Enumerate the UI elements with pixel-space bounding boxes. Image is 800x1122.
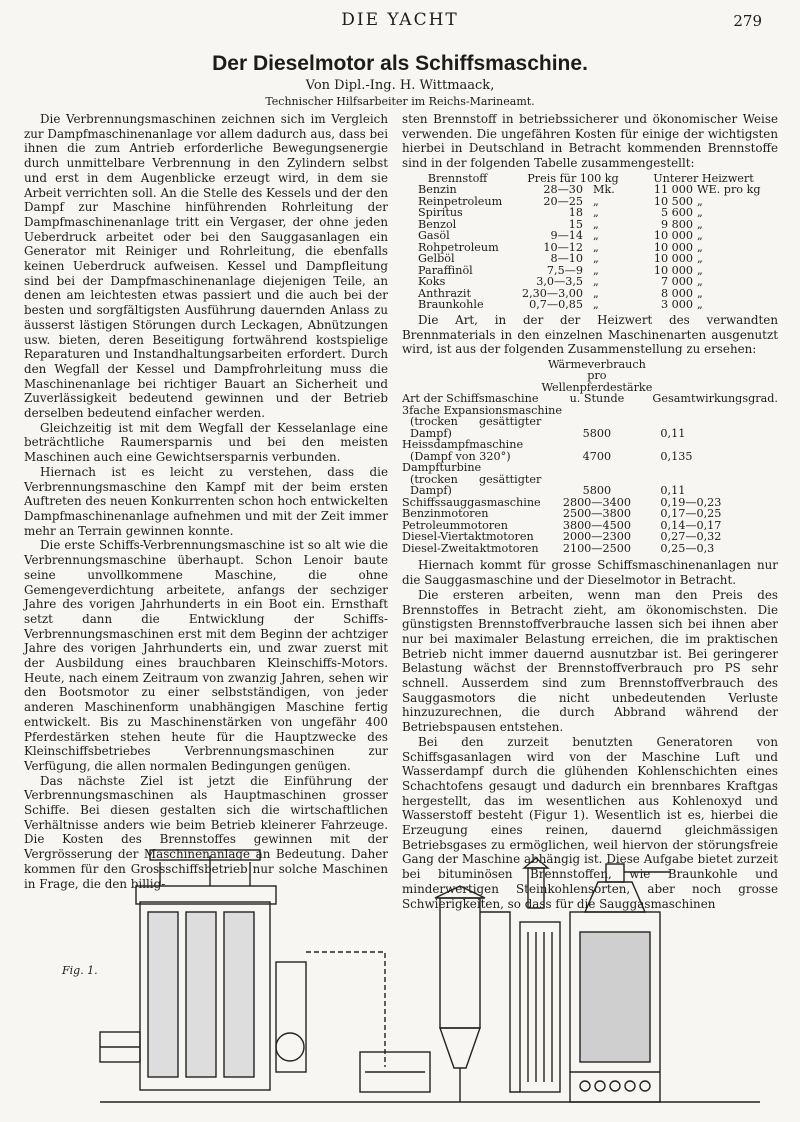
table-cell: Braunkohle — [418, 298, 484, 312]
right-column — [402, 112, 778, 911]
table-cell: 0,17—0,25 — [660, 507, 722, 521]
table-cell: 2100—2500 — [562, 541, 631, 555]
table-cell: „ — [593, 229, 599, 243]
paragraph: Bei den zurzeit benutzten Generatoren von Schiffsgasanlagen wird von der Maschine Luft und Wasserdampf durch die glühenden Kohlenschichten eines Schachtofens gesaugt und dadurch ein brennbares Kraftgas hergestellt, das im wesentlichen aus Kohlenoxyd und Wasserstoff besteht (Figur 1). Wesentlich ist es, hierbei die Erzeugung eines reinen, dauernd gleichmässigen Betriebsgases zu ermöglichen, weil hiervon der störungsfreie Gang der Maschine abhängig ist. Diese Aufgabe bietet zurzeit bei bituminösen Brennstoffen, wie Braunkohle und minderwertigen Steinkohlensorten, aber noch grosse Schwierigkeiten, so dass für die Sauggasmaschinen — [402, 734, 778, 911]
flywheel — [276, 1033, 304, 1061]
table-cell: Benzinmotoren — [402, 507, 489, 521]
paragraph: Die erste Schiffs-Verbrennungsmaschine ist so alt wie die Verbrennungsmaschine überhaupt. Schon Lenoir baute seine unvollkommene Maschine, die ohne Gemengeverdichtung arbeitete, anfangs der sechziger Jahre des vorigen Jahrhunderts in ein Boot ein. Ernsthaft setzt dann die Entwicklung der Schiffs-Verbrennungsmaschinen erst mit dem Beginn der achtziger Jahre des vorigen Jahrhunderts ein, und zwar zuerst mit der Ausbildung eines brauchbaren Kleinschiffs-Motors. Heute, nach einem Zeitraum von zwanzig Jahren, sehen wir den Bootsmotor zu einer selbstständigen, von jeder anderen Maschinenform unabhängigen Maschine fertig entwickelt. Bis zu Maschinenstärken von ungefähr 400 Pferdestärken stehen heute für die Hauptzwecke des Kleinschiffsbetriebes Verbrennungsmaschinen zur Verfügung, die allen normalen Bedingungen genügen. — [24, 538, 388, 773]
table-cell: Gelböl — [418, 252, 455, 266]
table-cell: 8—10 — [550, 252, 583, 266]
figure-label: Fig. 1. — [62, 964, 98, 977]
table-cell: (Dampf von 320°) — [410, 449, 511, 463]
grate-wheel — [640, 1081, 650, 1091]
table-cell: 2800—3400 — [562, 495, 631, 509]
table-cell: 3800—4500 — [562, 518, 631, 532]
table-cell: „ — [697, 252, 703, 266]
table-cell: 2000—2300 — [562, 530, 631, 544]
table-cell: „ — [697, 263, 703, 277]
scrubber — [440, 898, 480, 1028]
table-cell: Spiritus — [418, 206, 463, 220]
table-cell: „ — [697, 240, 703, 254]
table-cell: 10 000 — [653, 252, 693, 266]
table-header: Preis für 100 kg — [527, 171, 619, 185]
engine-diagram — [40, 842, 778, 1110]
table-cell: 9 800 — [660, 217, 693, 231]
table-cell: 0,25—0,3 — [660, 541, 715, 555]
paragraph: Hiernach ist es leicht zu verstehen, dass die Verbrennungsmaschine den Kampf mit der beim ersten Auftreten des neuen Konkurrenten schon hoch entwickelten Dampfmaschinenanlage aufnehmen und mit der Zeit immer mehr an Terrain gewinnen konnte. — [24, 464, 388, 538]
engine-head — [136, 886, 276, 904]
table-header: Brennstoff — [427, 171, 488, 185]
table-cell: Rohpetroleum — [418, 240, 499, 254]
left-column — [24, 112, 388, 891]
table-cell: 7,5—9 — [546, 263, 583, 277]
table-cell: Paraffinöl — [418, 263, 473, 277]
table-cell: 2,30—3,00 — [521, 286, 583, 300]
table-cell: 0,7—0,85 — [529, 298, 583, 312]
coal-bed — [580, 932, 650, 1062]
fuel-cost-table — [402, 173, 774, 311]
table-cell: 15 — [568, 217, 583, 231]
table-cell: „ — [593, 194, 599, 208]
table-cell: 5800 — [582, 426, 612, 440]
valve-gear — [150, 850, 260, 860]
table-cell: 8 000 — [660, 286, 693, 300]
grate-wheel — [595, 1081, 605, 1091]
table-cell: „ — [593, 263, 599, 277]
cylinder — [148, 912, 178, 1077]
table-cell: „ — [593, 298, 599, 312]
paragraph: Das nächste Ziel ist jetzt die Einführung der Verbrennungsmaschinen als Hauptmaschinen grosser Schiffe. Bei diesen gestalten sich die wirtschaftlichen Verhältnisse anders wie beim Betrieb kleinerer Fahrzeuge. Die Kosten des Brennstoffes gewinnen mit der Vergrösserung der Maschinenanlage an Bedeutung. Daher kommen für den Grossschiffsbetrieb nur solche Maschinen in Frage, die den billig- — [24, 773, 388, 891]
table-cell: Heissdampfmaschine — [402, 438, 524, 452]
table-row — [402, 543, 778, 555]
table-cell: Schiffssauggasmaschine — [402, 495, 541, 509]
paragraph: sten Brennstoff in betriebssicherer und ökonomischer Weise verwenden. Die ungefähren Kosten für einige der wichtigsten hierbei in Deutschland in Betracht kommenden Brennstoffe sind in der folgenden Tabelle zusammengestellt: — [402, 112, 778, 171]
table-cell: „ — [593, 217, 599, 231]
table-cell: 5800 — [582, 484, 612, 498]
table-cell: Mk. — [593, 183, 615, 197]
table-cell: WE. pro kg — [697, 183, 761, 197]
table-cell: „ — [593, 206, 599, 220]
table-cell: „ — [697, 206, 703, 220]
grate-wheel — [610, 1081, 620, 1091]
table-cell: 5 600 — [660, 206, 693, 220]
table-header: Unterer Heizwert — [653, 171, 754, 185]
table-cell: 9—14 — [550, 229, 583, 243]
scrubber-top — [435, 886, 485, 898]
table-header: Gesamtwirkungsgrad. — [652, 392, 778, 406]
table-row — [402, 265, 774, 277]
paragraph: Die Verbrennungsmaschinen zeichnen sich im Vergleich zur Dampfmaschinenanlage vor allem dadurch aus, dass bei ihnen die zum Antrieb erforderliche Bewegungsenergie durch unmittelbare Verbrennung in den Zylindern selbst und erst in dem Augenblicke erzeugt wird, in dem sie Arbeit verrichten soll. An die Stelle des Kessels und der den Dampf zur Maschine hinführenden Rohrleitung der Dampfmaschinenanlage tritt ein Vergaser, der ohne jeden Ueberdruck arbeitet oder bei den Sauggasanlagen ein Generator mit Reiniger und Rohrleitung, die ebenfalls keinen Ueberdruck aufweisen. Kessel und Dampfleitung sind bei der Dampfmaschinenanlage diejenigen Teile, an denen am leichtesten etwas passiert und die auch bei der besten und sorgfältigsten Ausführung dauernden Anlass zu äusserst lästigen Störungen durch Leckagen, Abnützungen usw. bieten, deren Beseitigung fortwährend kostspielige Reparaturen und Instandhaltungsarbeiten erfordert. Durch den Wegfall der Kessel und Dampfrohrleitung muss die Maschinenanlage bei richtiger Bauart an Sicherheit und Zuverlässigkeit bedeutend gewinnen und der Betrieb derselben bedeutend einfacher werden. — [24, 112, 388, 421]
table-cell: 0,14—0,17 — [660, 518, 722, 532]
table-cell: Dampfturbine — [402, 461, 482, 475]
table-cell: Diesel-Viertaktmotoren — [402, 530, 534, 544]
table-row — [402, 219, 774, 231]
vaporizer — [520, 922, 560, 1092]
table-cell: „ — [697, 217, 703, 231]
paragraph: Die Art, in der der Heizwert des verwandten Brennmaterials in den einzelnen Maschinenarten ausgenutzt wird, ist aus der folgenden Zusammenstellung zu ersehen: — [402, 312, 778, 357]
chimney-cap — [524, 858, 548, 868]
table-cell: 11 000 — [653, 183, 693, 197]
paragraph: Die ersteren arbeiten, wenn man den Preis des Brennstoffes in Betracht zieht, am ökonomischsten. Die günstigsten Brennstoffverbrauche lassen sich bei ihnen aber nur bei maximaler Belastung erreichen, die im praktischen Betrieb nicht immer dauernd ausnutzbar ist. Bei geringerer Belastung wächst der Brennstoffverbrauch pro PS sehr schnell. Ausserdem sind zum Brennstoffverbrauch des Sauggasmotors die nicht unbedeutenden Verluste hinzuzurechnen, die durch Abbrand während der Betriebspausen entstehen. — [402, 587, 778, 735]
table-cell: „ — [593, 275, 599, 289]
table-cell: Petroleummotoren — [402, 518, 508, 532]
table-cell: 10 000 — [653, 263, 693, 277]
table-cell: Gasöl — [418, 229, 450, 243]
table-cell: „ — [697, 194, 703, 208]
table-row — [402, 416, 778, 439]
table-cell: 7 000 — [660, 275, 693, 289]
table-cell: 0,27—0,32 — [660, 530, 722, 544]
table-row — [402, 299, 774, 311]
table-cell: 10 500 — [653, 194, 693, 208]
table-cell: 10 000 — [653, 229, 693, 243]
paragraph: Gleichzeitig ist mit dem Wegfall der Kesselanlage eine beträchtliche Raumersparnis und bei den meisten Maschinen auch eine Gewichtsersparnis verbunden. — [24, 420, 388, 465]
table-cell: Anthrazit — [418, 286, 471, 300]
scrubber-cone — [440, 1028, 480, 1068]
table-cell: 3 000 — [660, 298, 693, 312]
table-cell: 2500—3800 — [562, 507, 631, 521]
table-cell: Koks — [418, 275, 446, 289]
table-cell: 0,11 — [660, 484, 686, 498]
gas-pipe — [306, 952, 385, 1067]
table-cell: 3fache Expansionsmaschine — [402, 403, 562, 417]
table-cell: (trocken gesättigter Dampf) — [410, 472, 542, 498]
article-author: Von Dipl.-Ing. H. Wittmaack, — [305, 78, 495, 93]
table-cell: 0,19—0,23 — [660, 495, 722, 509]
table-cell: Benzin — [418, 183, 457, 197]
connecting-pipe — [480, 912, 520, 1092]
table-cell: „ — [697, 298, 703, 312]
grate-wheel — [580, 1081, 590, 1091]
table-cell: „ — [593, 286, 599, 300]
cylinder — [224, 912, 254, 1077]
table-cell: 0,11 — [660, 426, 686, 440]
article-title: Der Dieselmotor als Schiffsmaschine. — [212, 52, 588, 75]
table-cell: „ — [697, 229, 703, 243]
table-cell: 10 000 — [653, 240, 693, 254]
page-number: 279 — [733, 12, 762, 30]
table-cell: 28—30 — [543, 183, 583, 197]
grate-wheel — [625, 1081, 635, 1091]
table-header: Art der Schiffsmaschine — [402, 392, 539, 406]
table-cell: 0,135 — [660, 449, 693, 463]
table-row — [402, 474, 778, 497]
table-cell: 4700 — [582, 449, 612, 463]
table-header: Wärmeverbrauch pro Wellenpferdestärke u. Stunde — [541, 357, 653, 406]
table-cell: „ — [697, 275, 703, 289]
table-cell: (trocken gesättigter Dampf) — [410, 415, 542, 440]
hopper-feed — [606, 864, 624, 882]
table-cell: „ — [593, 240, 599, 254]
cylinder — [186, 912, 216, 1077]
table-row — [402, 242, 774, 254]
hopper — [585, 882, 645, 912]
table-cell: Diesel-Zweitaktmotoren — [402, 541, 539, 555]
author-role: Technischer Hilfsarbeiter im Reichs-Marineamt. — [265, 95, 535, 108]
table-cell: 18 — [568, 206, 583, 220]
journal-title: DIE YACHT — [341, 10, 459, 30]
table-cell: „ — [697, 286, 703, 300]
paragraph: Hiernach kommt für grosse Schiffsmaschinenanlagen nur die Sauggasmaschine und der Dieselmotor in Betracht. — [402, 558, 778, 588]
page-header — [0, 6, 800, 32]
table-cell: „ — [593, 252, 599, 266]
table-cell: Benzol — [418, 217, 457, 231]
chimney — [528, 868, 544, 908]
table-row — [402, 207, 774, 219]
table-cell: 10—12 — [543, 240, 583, 254]
ship-engine-table — [402, 359, 778, 555]
table-cell: Reinpetroleum — [418, 194, 503, 208]
table-cell: 20—25 — [543, 194, 583, 208]
table-cell: 3,0—3,5 — [536, 275, 583, 289]
